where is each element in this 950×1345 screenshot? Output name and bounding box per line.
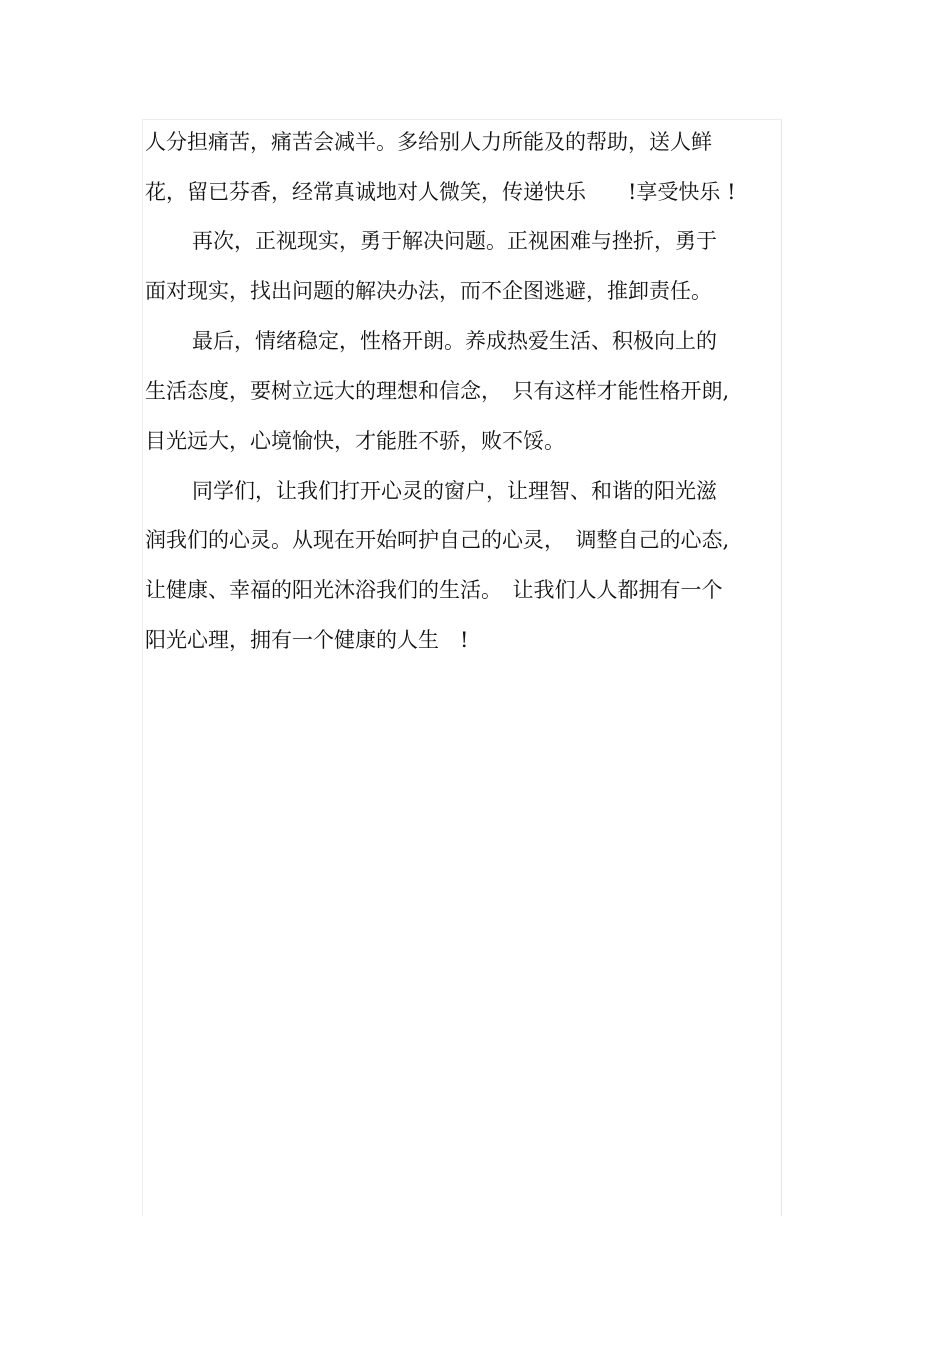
text-line-10: 让健康、幸福的阳光沐浴我们的生活。 让我们人人都拥有一个 [145, 578, 723, 602]
text-line-2: 花，留已芬香，经常真诚地对人微笑，传递快乐 !享受快乐 ! [145, 180, 736, 204]
paragraph-start-line: 再次，正视现实，勇于解决问题。正视困难与挫折，勇于 [192, 229, 717, 253]
text-line-6: 生活态度，要树立远大的理想和信念， 只有这样才能性格开朗, [145, 379, 730, 403]
text-line-11: 阳光心理，拥有一个健康的人生 ! [145, 628, 469, 652]
text-line-7: 目光远大，心境愉快，才能胜不骄，败不馁。 [145, 429, 565, 453]
text-line-1: 人分担痛苦，痛苦会减半。多给别人力所能及的帮助，送人鲜 [145, 130, 712, 154]
paragraph-start-line: 同学们，让我们打开心灵的窗户，让理智、和谐的阳光滋 [192, 479, 717, 503]
text-line-9: 润我们的心灵。从现在开始呵护自己的心灵， 调整自己的心态, [145, 528, 730, 552]
text-line-4: 面对现实，找出问题的解决办法，而不企图逃避，推卸责任。 [145, 279, 712, 303]
paragraph-start-line: 最后，情绪稳定，性格开朗。养成热爱生活、积极向上的 [192, 329, 717, 353]
